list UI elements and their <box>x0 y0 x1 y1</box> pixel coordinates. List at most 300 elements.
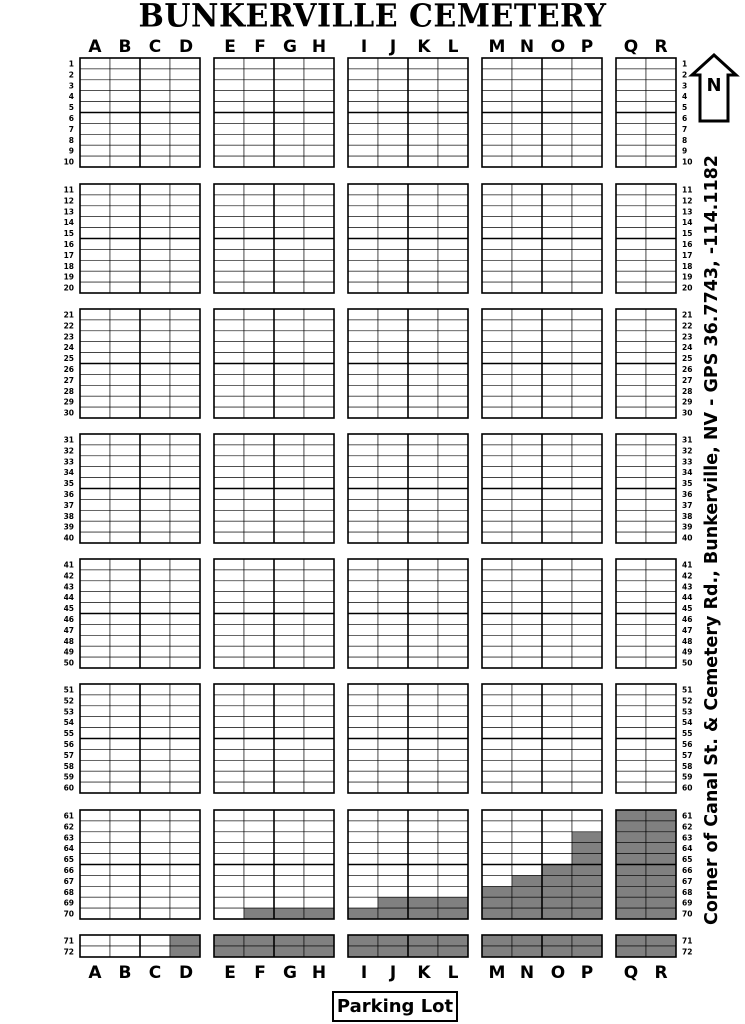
plot-A-46 <box>80 614 110 625</box>
plot-F-17 <box>244 249 274 260</box>
plot-M-10 <box>482 156 512 167</box>
plot-M-27 <box>482 374 512 385</box>
plot-M-65 <box>482 854 512 865</box>
plot-O-39 <box>542 521 572 532</box>
column-letter-top-F: F <box>254 37 266 57</box>
plot-B-30 <box>110 407 140 418</box>
plot-Q-50 <box>616 657 646 668</box>
row-number-right-7: 7 <box>682 124 688 134</box>
plot-L-29 <box>438 396 468 407</box>
plot-A-14 <box>80 217 110 228</box>
plot-N-14 <box>512 217 542 228</box>
plot-A-26 <box>80 364 110 375</box>
plot-A-66 <box>80 865 110 876</box>
plot-H-21 <box>304 309 334 320</box>
plot-C-8 <box>140 134 170 145</box>
plot-G-24 <box>274 342 304 353</box>
plot-A-57 <box>80 749 110 760</box>
plot-N-9 <box>512 145 542 156</box>
plot-O-40 <box>542 532 572 543</box>
plot-P-44 <box>572 592 602 603</box>
row-number-right-40: 40 <box>682 533 693 543</box>
plot-A-48 <box>80 635 110 646</box>
plot-M-58 <box>482 760 512 771</box>
plot-B-53 <box>110 706 140 717</box>
plot-A-42 <box>80 570 110 581</box>
plot-M-57 <box>482 749 512 760</box>
row-number-right-1: 1 <box>682 59 688 69</box>
plot-A-20 <box>80 282 110 293</box>
plot-J-47 <box>378 624 408 635</box>
plot-E-6 <box>214 113 244 124</box>
plot-F-63 <box>244 832 274 843</box>
plot-M-16 <box>482 239 512 250</box>
plot-F-25 <box>244 353 274 364</box>
plot-A-9 <box>80 145 110 156</box>
plot-E-51 <box>214 684 244 695</box>
plot-B-14 <box>110 217 140 228</box>
plot-F-41 <box>244 559 274 570</box>
plot-Q-43 <box>616 581 646 592</box>
plot-D-27 <box>170 374 200 385</box>
plot-G-49 <box>274 646 304 657</box>
plot-R-8 <box>646 134 676 145</box>
plot-C-55 <box>140 728 170 739</box>
plot-K-4 <box>408 91 438 102</box>
plot-Q-66 <box>616 865 646 876</box>
plot-F-37 <box>244 499 274 510</box>
plot-B-63 <box>110 832 140 843</box>
plot-L-57 <box>438 749 468 760</box>
row-number-left-61: 61 <box>63 811 74 821</box>
plot-E-26 <box>214 364 244 375</box>
plot-G-42 <box>274 570 304 581</box>
plot-D-45 <box>170 603 200 614</box>
plot-P-4 <box>572 91 602 102</box>
plot-P-22 <box>572 320 602 331</box>
plot-H-22 <box>304 320 334 331</box>
plot-O-13 <box>542 206 572 217</box>
plot-F-68 <box>244 886 274 897</box>
plot-G-19 <box>274 271 304 282</box>
row-number-right-45: 45 <box>682 604 693 614</box>
plot-L-47 <box>438 624 468 635</box>
plot-C-56 <box>140 739 170 750</box>
plot-L-60 <box>438 782 468 793</box>
plot-D-16 <box>170 239 200 250</box>
plot-B-55 <box>110 728 140 739</box>
plot-O-11 <box>542 184 572 195</box>
plot-D-34 <box>170 467 200 478</box>
plot-K-25 <box>408 353 438 364</box>
plot-D-19 <box>170 271 200 282</box>
row-number-right-10: 10 <box>682 157 693 167</box>
plot-E-18 <box>214 260 244 271</box>
plot-I-62 <box>348 821 378 832</box>
row-number-right-49: 49 <box>682 647 693 657</box>
plot-G-50 <box>274 657 304 668</box>
row-numbers-left <box>64 59 74 956</box>
plot-L-13 <box>438 206 468 217</box>
plot-D-11 <box>170 184 200 195</box>
plot-P-51 <box>572 684 602 695</box>
plot-C-23 <box>140 331 170 342</box>
plot-J-60 <box>378 782 408 793</box>
column-letter-bottom-R: R <box>654 963 668 983</box>
plot-Q-21 <box>616 309 646 320</box>
plot-M-19 <box>482 271 512 282</box>
plot-G-45 <box>274 603 304 614</box>
plot-P-14 <box>572 217 602 228</box>
plot-K-23 <box>408 331 438 342</box>
plot-N-1 <box>512 58 542 69</box>
plot-O-10 <box>542 156 572 167</box>
plot-J-31 <box>378 434 408 445</box>
plot-D-38 <box>170 510 200 521</box>
plot-A-45 <box>80 603 110 614</box>
column-letter-bottom-Q: Q <box>623 963 639 983</box>
plot-K-71 <box>408 935 438 946</box>
plot-E-10 <box>214 156 244 167</box>
plot-O-20 <box>542 282 572 293</box>
plot-K-19 <box>408 271 438 282</box>
plot-Q-27 <box>616 374 646 385</box>
plot-R-45 <box>646 603 676 614</box>
plot-P-2 <box>572 69 602 80</box>
plot-I-30 <box>348 407 378 418</box>
plot-O-41 <box>542 559 572 570</box>
plot-K-52 <box>408 695 438 706</box>
plot-L-52 <box>438 695 468 706</box>
plot-D-43 <box>170 581 200 592</box>
plot-M-21 <box>482 309 512 320</box>
plot-C-18 <box>140 260 170 271</box>
plot-E-62 <box>214 821 244 832</box>
plot-F-60 <box>244 782 274 793</box>
plot-H-6 <box>304 113 334 124</box>
plot-E-64 <box>214 843 244 854</box>
plot-I-27 <box>348 374 378 385</box>
row-number-left-10: 10 <box>63 157 74 167</box>
plot-F-45 <box>244 603 274 614</box>
plot-O-32 <box>542 445 572 456</box>
plot-M-22 <box>482 320 512 331</box>
plot-O-71 <box>542 935 572 946</box>
plot-R-1 <box>646 58 676 69</box>
plot-H-38 <box>304 510 334 521</box>
plot-I-51 <box>348 684 378 695</box>
plot-R-33 <box>646 456 676 467</box>
column-letter-top-P: P <box>580 37 594 57</box>
plot-D-66 <box>170 865 200 876</box>
row-number-left-38: 38 <box>63 511 74 521</box>
plot-L-53 <box>438 706 468 717</box>
plot-N-12 <box>512 195 542 206</box>
plot-E-47 <box>214 624 244 635</box>
plot-R-37 <box>646 499 676 510</box>
plot-K-24 <box>408 342 438 353</box>
plot-Q-60 <box>616 782 646 793</box>
row-number-right-5: 5 <box>682 103 688 113</box>
plot-G-70 <box>274 908 304 919</box>
row-number-left-70: 70 <box>63 909 74 919</box>
plot-I-16 <box>348 239 378 250</box>
plot-A-39 <box>80 521 110 532</box>
plot-J-52 <box>378 695 408 706</box>
plot-J-56 <box>378 739 408 750</box>
row-number-right-9: 9 <box>682 146 688 156</box>
plot-F-1 <box>244 58 274 69</box>
row-number-right-31: 31 <box>682 435 693 445</box>
plot-H-3 <box>304 80 334 91</box>
column-letter-bottom-O: O <box>550 963 566 983</box>
plot-O-60 <box>542 782 572 793</box>
plot-A-4 <box>80 91 110 102</box>
plot-C-22 <box>140 320 170 331</box>
plot-M-4 <box>482 91 512 102</box>
plot-A-34 <box>80 467 110 478</box>
plot-M-47 <box>482 624 512 635</box>
plot-G-39 <box>274 521 304 532</box>
plot-L-36 <box>438 489 468 500</box>
plot-A-32 <box>80 445 110 456</box>
plot-A-35 <box>80 478 110 489</box>
plot-F-65 <box>244 854 274 865</box>
plot-I-56 <box>348 739 378 750</box>
north-label: N <box>706 75 722 96</box>
plot-F-64 <box>244 843 274 854</box>
plot-D-48 <box>170 635 200 646</box>
column-letter-top-E: E <box>224 37 236 57</box>
plot-B-16 <box>110 239 140 250</box>
plot-I-59 <box>348 771 378 782</box>
plot-I-36 <box>348 489 378 500</box>
plot-E-72 <box>214 946 244 957</box>
plot-J-1 <box>378 58 408 69</box>
plot-P-59 <box>572 771 602 782</box>
plot-B-40 <box>110 532 140 543</box>
plot-K-2 <box>408 69 438 80</box>
plot-I-37 <box>348 499 378 510</box>
plot-G-5 <box>274 102 304 113</box>
plot-H-37 <box>304 499 334 510</box>
plot-O-4 <box>542 91 572 102</box>
plot-J-50 <box>378 657 408 668</box>
plot-I-60 <box>348 782 378 793</box>
plot-Q-31 <box>616 434 646 445</box>
plot-Q-56 <box>616 739 646 750</box>
plot-N-43 <box>512 581 542 592</box>
plot-J-32 <box>378 445 408 456</box>
plot-L-9 <box>438 145 468 156</box>
column-letter-bottom-M: M <box>488 963 506 983</box>
plot-R-65 <box>646 854 676 865</box>
plot-F-47 <box>244 624 274 635</box>
plot-R-17 <box>646 249 676 260</box>
plot-G-30 <box>274 407 304 418</box>
plot-I-21 <box>348 309 378 320</box>
plot-P-33 <box>572 456 602 467</box>
plot-A-27 <box>80 374 110 385</box>
row-number-left-45: 45 <box>63 604 74 614</box>
plot-I-58 <box>348 760 378 771</box>
plot-E-37 <box>214 499 244 510</box>
row-number-right-53: 53 <box>682 707 693 717</box>
row-number-right-62: 62 <box>682 822 693 832</box>
plot-O-51 <box>542 684 572 695</box>
plot-R-62 <box>646 821 676 832</box>
plot-J-3 <box>378 80 408 91</box>
plot-D-9 <box>170 145 200 156</box>
plot-O-34 <box>542 467 572 478</box>
plot-N-29 <box>512 396 542 407</box>
plot-Q-58 <box>616 760 646 771</box>
plot-F-44 <box>244 592 274 603</box>
row-number-right-52: 52 <box>682 696 693 706</box>
plot-P-62 <box>572 821 602 832</box>
plot-H-47 <box>304 624 334 635</box>
plot-D-55 <box>170 728 200 739</box>
plot-H-35 <box>304 478 334 489</box>
plot-B-3 <box>110 80 140 91</box>
plot-F-26 <box>244 364 274 375</box>
row-number-right-59: 59 <box>682 772 693 782</box>
plot-C-47 <box>140 624 170 635</box>
row-number-left-19: 19 <box>63 272 74 282</box>
plot-Q-7 <box>616 123 646 134</box>
plot-I-24 <box>348 342 378 353</box>
plot-N-58 <box>512 760 542 771</box>
plot-D-24 <box>170 342 200 353</box>
plot-C-29 <box>140 396 170 407</box>
plot-R-58 <box>646 760 676 771</box>
plot-R-38 <box>646 510 676 521</box>
plot-B-5 <box>110 102 140 113</box>
plot-L-17 <box>438 249 468 260</box>
plot-M-56 <box>482 739 512 750</box>
plot-J-53 <box>378 706 408 717</box>
plot-Q-51 <box>616 684 646 695</box>
plot-N-5 <box>512 102 542 113</box>
plot-R-19 <box>646 271 676 282</box>
plot-N-46 <box>512 614 542 625</box>
plot-D-37 <box>170 499 200 510</box>
plot-E-50 <box>214 657 244 668</box>
plot-M-2 <box>482 69 512 80</box>
column-letter-bottom-N: N <box>519 963 535 983</box>
plot-N-32 <box>512 445 542 456</box>
plot-G-46 <box>274 614 304 625</box>
plot-H-39 <box>304 521 334 532</box>
plot-D-35 <box>170 478 200 489</box>
plot-C-33 <box>140 456 170 467</box>
column-letter-top-G: G <box>283 37 297 57</box>
plot-Q-52 <box>616 695 646 706</box>
plot-L-46 <box>438 614 468 625</box>
plot-A-19 <box>80 271 110 282</box>
plot-I-43 <box>348 581 378 592</box>
plot-L-20 <box>438 282 468 293</box>
plot-N-18 <box>512 260 542 271</box>
plot-G-62 <box>274 821 304 832</box>
plot-G-23 <box>274 331 304 342</box>
plot-N-33 <box>512 456 542 467</box>
plot-R-22 <box>646 320 676 331</box>
plot-K-42 <box>408 570 438 581</box>
plot-N-72 <box>512 946 542 957</box>
plot-Q-71 <box>616 935 646 946</box>
plot-R-36 <box>646 489 676 500</box>
plot-Q-34 <box>616 467 646 478</box>
row-number-right-69: 69 <box>682 898 693 908</box>
plot-O-35 <box>542 478 572 489</box>
plot-I-12 <box>348 195 378 206</box>
plot-A-43 <box>80 581 110 592</box>
plot-J-5 <box>378 102 408 113</box>
plot-J-27 <box>378 374 408 385</box>
plot-A-28 <box>80 385 110 396</box>
row-number-left-42: 42 <box>63 571 74 581</box>
plot-G-7 <box>274 123 304 134</box>
plot-N-68 <box>512 886 542 897</box>
plot-I-39 <box>348 521 378 532</box>
row-number-right-17: 17 <box>682 250 693 260</box>
row-number-left-53: 53 <box>63 707 74 717</box>
plot-L-35 <box>438 478 468 489</box>
plot-M-23 <box>482 331 512 342</box>
plot-P-26 <box>572 364 602 375</box>
plot-L-4 <box>438 91 468 102</box>
plot-G-53 <box>274 706 304 717</box>
plot-C-44 <box>140 592 170 603</box>
plot-R-39 <box>646 521 676 532</box>
plot-A-22 <box>80 320 110 331</box>
plot-G-13 <box>274 206 304 217</box>
plot-P-13 <box>572 206 602 217</box>
plot-R-16 <box>646 239 676 250</box>
plot-O-30 <box>542 407 572 418</box>
plot-K-14 <box>408 217 438 228</box>
plot-Q-6 <box>616 113 646 124</box>
plot-I-44 <box>348 592 378 603</box>
plot-M-3 <box>482 80 512 91</box>
plot-H-19 <box>304 271 334 282</box>
plot-G-55 <box>274 728 304 739</box>
plot-J-41 <box>378 559 408 570</box>
plot-D-6 <box>170 113 200 124</box>
plot-F-23 <box>244 331 274 342</box>
plot-O-14 <box>542 217 572 228</box>
plot-N-8 <box>512 134 542 145</box>
row-number-right-27: 27 <box>682 375 693 385</box>
plot-K-58 <box>408 760 438 771</box>
plot-J-66 <box>378 865 408 876</box>
plot-E-60 <box>214 782 244 793</box>
row-number-left-71: 71 <box>63 936 74 946</box>
plot-C-66 <box>140 865 170 876</box>
row-number-left-11: 11 <box>63 185 74 195</box>
plot-A-54 <box>80 717 110 728</box>
plot-C-7 <box>140 123 170 134</box>
plot-B-18 <box>110 260 140 271</box>
plot-C-25 <box>140 353 170 364</box>
plot-R-21 <box>646 309 676 320</box>
plot-Q-8 <box>616 134 646 145</box>
plot-P-70 <box>572 908 602 919</box>
plot-G-47 <box>274 624 304 635</box>
plot-P-45 <box>572 603 602 614</box>
row-number-left-72: 72 <box>63 947 74 957</box>
